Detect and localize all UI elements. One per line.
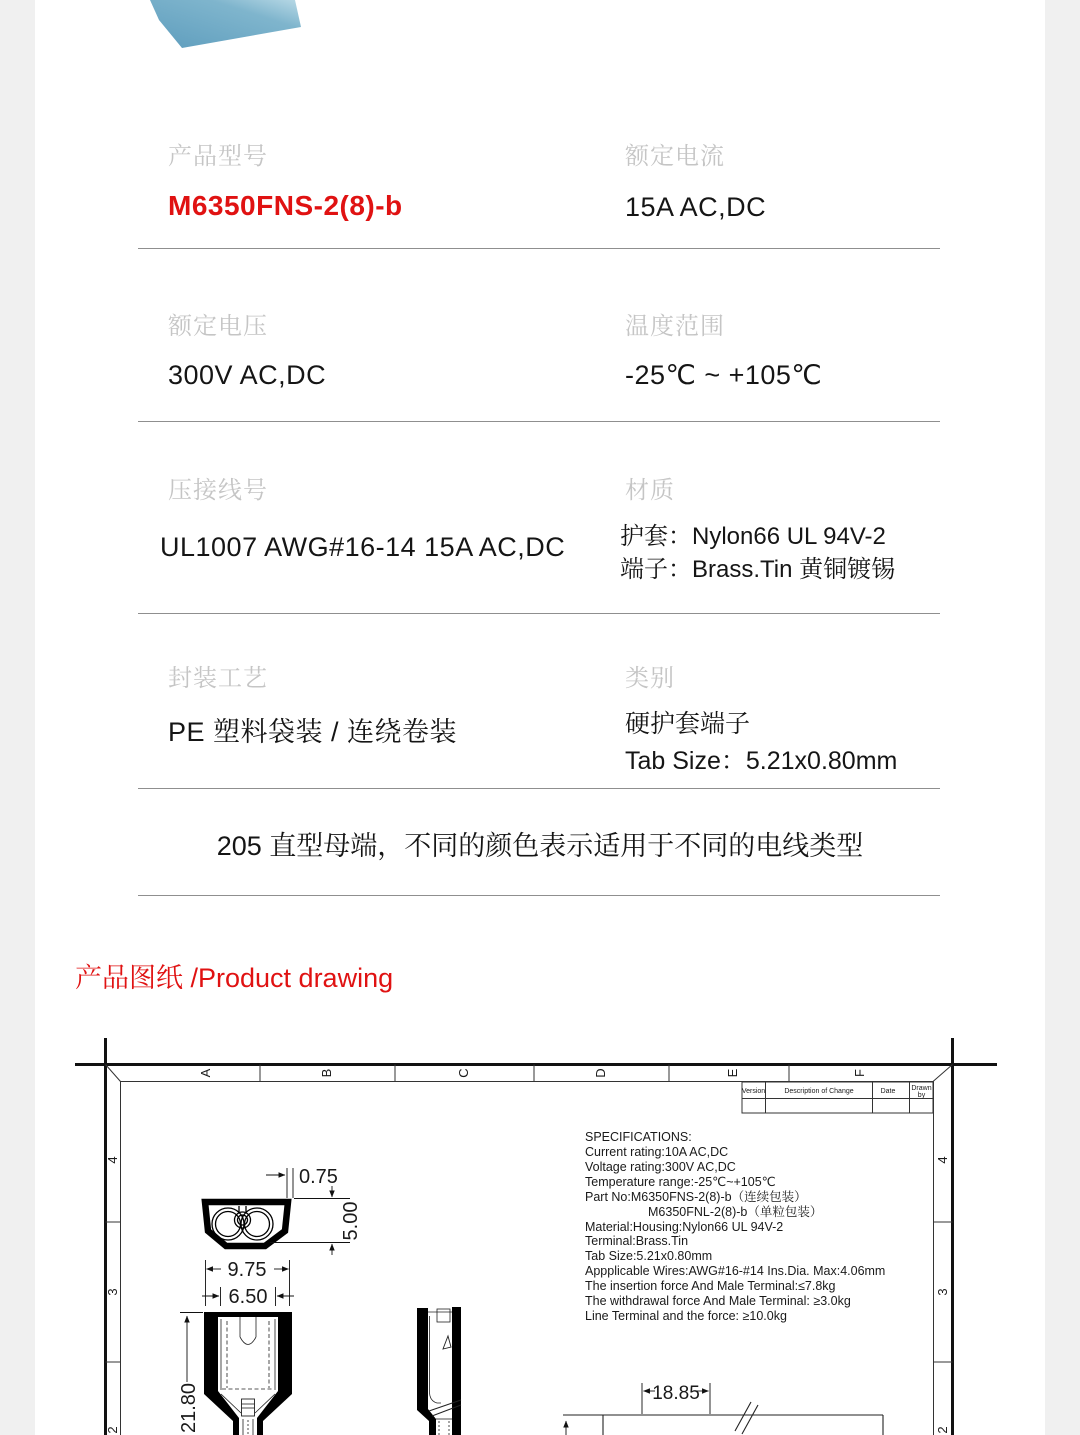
revision-col-version: Version xyxy=(741,1088,766,1095)
dim-label-21-80: 21.80 xyxy=(178,1382,200,1434)
dim-label-0-75: 0.75 xyxy=(299,1166,338,1188)
zone-letter-row xyxy=(198,1068,867,1077)
spec-label-packaging: 封装工艺 xyxy=(168,665,268,692)
product-note: 205 直型母端，不同的颜色表示适用于不同的电线类型 xyxy=(216,831,864,861)
dim-wall-thickness xyxy=(266,1166,338,1198)
zone-number-right-3: 3 xyxy=(935,1288,950,1296)
spec-label-category: 类别 xyxy=(625,665,675,692)
spec-material-housing: 护套：Nylon66 UL 94V-2 xyxy=(620,523,886,550)
spec-line: Voltage rating:300V AC,DC xyxy=(585,1160,736,1174)
spec-label-model: 产品型号 xyxy=(168,143,268,170)
revision-table-headers xyxy=(742,1085,932,1099)
spec-label-rated-voltage: 额定电压 xyxy=(168,313,268,340)
spec-value-rated-current: 15A AC,DC xyxy=(625,192,767,222)
spec-line: The withdrawal force And Male Terminal: ≥3.0kg xyxy=(585,1294,851,1308)
blue-terminal-strip xyxy=(150,0,301,48)
divider xyxy=(138,248,940,249)
zone-number-left-2: 2 xyxy=(105,1426,120,1434)
zone-letter-d: D xyxy=(593,1068,608,1078)
spec-line: Current rating:10A AC,DC xyxy=(585,1145,729,1159)
spec-line: SPECIFICATIONS: xyxy=(585,1130,692,1144)
revision-col-description: Description of Change xyxy=(784,1088,854,1095)
spec-label-material: 材质 xyxy=(625,477,675,504)
revision-table-grid xyxy=(742,1082,933,1113)
spec-label-wire-range: 压接线号 xyxy=(168,477,268,504)
spec-label-temp-range: 温度范围 xyxy=(625,313,725,340)
spec-category-type: 硬护套端子 xyxy=(625,710,751,738)
terminal-strip-partial-view xyxy=(563,1383,883,1435)
zone-number-right-2: 2 xyxy=(935,1426,950,1434)
zone-letter-f: F xyxy=(852,1069,867,1077)
dim-label-18-85: 18.85 xyxy=(652,1383,700,1404)
spec-category-tab-size: Tab Size：5.21x0.80mm xyxy=(625,747,898,775)
zone-letter-c: C xyxy=(456,1068,471,1078)
dim-label-5-00: 5.00 xyxy=(340,1201,362,1241)
spec-line: Appplicable Wires:AWG#16-#14 Ins.Dia. Max:4.06mm xyxy=(585,1264,886,1278)
zone-letter-b: B xyxy=(319,1068,334,1078)
divider xyxy=(138,421,940,422)
dim-inner-width xyxy=(202,1286,294,1308)
specifications-block xyxy=(585,1130,885,1323)
spec-line: Tab Size:5.21x0.80mm xyxy=(585,1249,713,1263)
revision-col-drawn-by-2: by xyxy=(917,1092,926,1099)
spec-value-rated-voltage: 300V AC,DC xyxy=(168,360,327,390)
zone-letter-a: A xyxy=(198,1068,213,1078)
drawing-section-title: 产品图纸 /Product drawing xyxy=(75,963,394,993)
spec-value-model: M6350FNS-2(8)-b xyxy=(168,190,403,221)
terminal-end-view xyxy=(205,1202,288,1246)
dim-length xyxy=(178,1313,203,1434)
zone-number-left-4: 4 xyxy=(105,1156,120,1164)
spec-line: Temperature range:-25℃~+105℃ xyxy=(585,1175,776,1189)
spec-value-wire-range: UL1007 AWG#16-14 15A AC,DC xyxy=(160,532,566,562)
spec-line: The insertion force And Male Terminal:≤7.8kg xyxy=(585,1279,836,1293)
revision-col-drawn-by-1: Drawn xyxy=(911,1085,932,1092)
divider xyxy=(138,613,940,614)
terminal-side-view xyxy=(417,1307,461,1435)
divider xyxy=(138,788,940,789)
dim-label-6-50: 6.50 xyxy=(228,1286,268,1308)
spec-line: Terminal:Brass.Tin xyxy=(585,1234,689,1248)
product-photo-fragment xyxy=(130,0,330,60)
zone-letter-e: E xyxy=(725,1068,740,1078)
spec-line: Material:Housing:Nylon66 UL 94V-2 xyxy=(585,1220,784,1234)
terminal-front-view xyxy=(204,1312,292,1435)
zone-number-right-4: 4 xyxy=(935,1156,950,1164)
spec-line: M6350FNL-2(8)-b（单粒包装） xyxy=(648,1205,823,1219)
revision-col-date: Date xyxy=(880,1088,896,1095)
zone-number-left-3: 3 xyxy=(105,1288,120,1296)
spec-label-rated-current: 额定电流 xyxy=(625,143,725,170)
spec-line: Line Terminal and the force: ≥10.0kg xyxy=(585,1309,787,1323)
spec-material-terminal: 端子：Brass.Tin 黄铜镀锡 xyxy=(620,556,896,583)
dim-label-9-75: 9.75 xyxy=(227,1259,267,1281)
divider xyxy=(138,895,940,896)
spec-value-packaging: PE 塑料袋装 / 连绕卷装 xyxy=(168,717,458,747)
spec-value-temp-range: -25℃ ~ +105℃ xyxy=(625,360,823,390)
product-technical-drawing xyxy=(0,1030,1080,1435)
spec-line: Part No:M6350FNS-2(8)-b（连续包装） xyxy=(585,1190,807,1204)
sheet-border-inner xyxy=(106,1065,953,1435)
